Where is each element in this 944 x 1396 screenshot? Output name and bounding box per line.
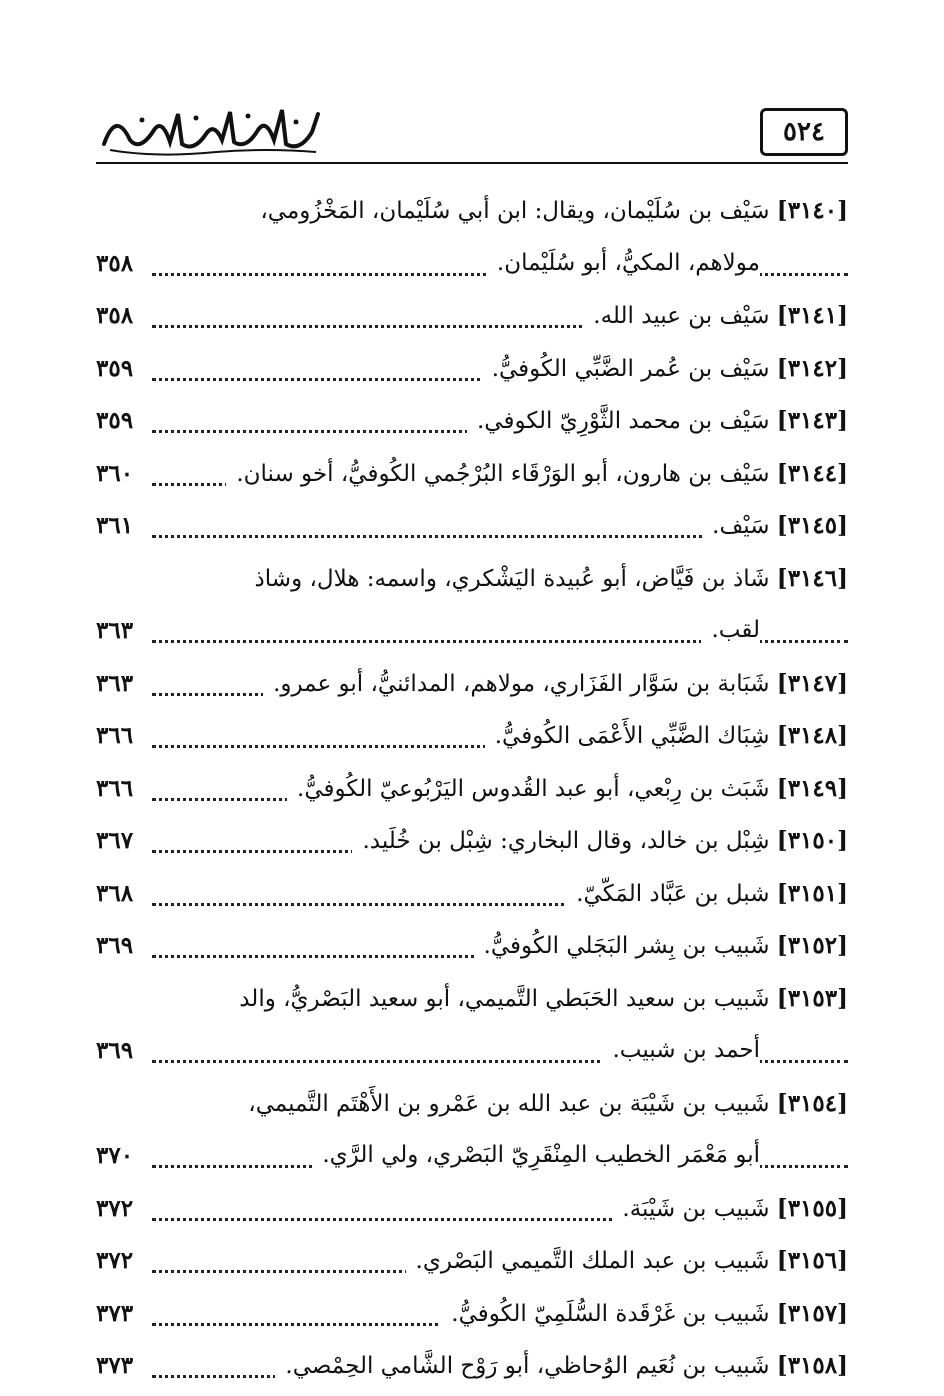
index-entry-line <box>96 1291 848 1344</box>
entry-name: شَبيب بن شَيْبَة بن عبد الله بن عَمْرو بن الأَهْتَم التَّميمي، <box>248 1090 770 1117</box>
entry-name: لقب. <box>711 617 760 643</box>
entry-text <box>702 511 848 542</box>
entry-page-number: ٣٧٣ <box>96 1351 139 1381</box>
entry-number: [٣١٤٥] <box>776 512 848 539</box>
index-entry-line <box>96 293 848 346</box>
entry-number: [٣١٤٨] <box>776 722 848 749</box>
entry-name: شَاذ بن فَيَّاض، أبو عُبيدة اليَشْكري، واسمه: هلال، وشاذ <box>254 565 770 592</box>
entry-number: [٣١٤٦] <box>776 564 848 592</box>
index-entry-line <box>96 503 848 556</box>
entry-page-number: ٣٥٩ <box>96 406 139 436</box>
index-entry-line <box>96 976 848 1029</box>
entry-number: [٣١٤٤] <box>776 459 848 487</box>
entry-text <box>352 826 848 857</box>
index-entry-line <box>96 1186 848 1239</box>
entry-name: شَبَابة بن سَوَّار الفَزَاري، مولاهم، المدائنيُّ، أبو عمرو. <box>273 670 770 697</box>
index-entry-line <box>96 923 848 976</box>
index-entry-line <box>96 1081 848 1134</box>
index-entry-line <box>96 241 848 294</box>
entry-name: شَبيب بن بِشر البَجَلي الكُوفيُّ. <box>483 933 770 959</box>
index-entry-line <box>96 818 848 871</box>
entry-name: سَيْف بن عبيد الله. <box>593 303 770 329</box>
index-entry-line <box>96 608 848 661</box>
entry-number: [٣١٥٤] <box>776 1089 848 1117</box>
entry-text <box>487 249 760 279</box>
entry-number: [٣١٥٧] <box>776 1299 848 1327</box>
book-title-logo <box>96 100 326 158</box>
entry-text <box>250 196 848 227</box>
entry-number: [٣١٤٧] <box>776 669 848 697</box>
entry-number: [٣١٥٠] <box>776 827 848 854</box>
entry-text <box>275 1351 848 1382</box>
entry-text <box>312 1141 760 1171</box>
index-entry-line <box>96 871 848 924</box>
index-entry-line <box>96 1133 848 1186</box>
entry-page-number: ٣٧٢ <box>96 1246 139 1276</box>
entry-number: [٣١٥٦] <box>776 1247 848 1274</box>
index-entry-line <box>96 713 848 766</box>
entry-page-number: ٣٦٣ <box>96 616 139 646</box>
index-entries <box>96 188 848 1396</box>
entry-text <box>229 984 848 1015</box>
entry-text <box>583 301 848 332</box>
entry-page-number: ٣٥٨ <box>96 301 139 331</box>
entry-text <box>467 406 848 437</box>
entry-page-number: ٣٦٩ <box>96 931 139 961</box>
index-entry-line <box>96 346 848 399</box>
entry-name: سَيْف. <box>712 513 770 539</box>
entry-number: [٣١٤١] <box>776 302 848 329</box>
entry-number: [٣١٥٣] <box>776 984 848 1012</box>
index-entry-line <box>96 451 848 504</box>
entry-page-number: ٣٦٣ <box>96 669 139 699</box>
entry-page-number: ٣٦٦ <box>96 774 139 804</box>
entry-name: شبل بن عَبَّاد المَكّيّ. <box>576 880 770 907</box>
entry-text <box>406 1246 848 1277</box>
page-number: ٥٢٤ <box>760 108 848 156</box>
entry-page-number: ٣٦٠ <box>96 459 139 489</box>
entry-number: [٣١٥٢] <box>776 932 848 959</box>
header-rule <box>96 162 848 164</box>
book-title-calligraphy <box>96 100 326 158</box>
entry-number: [٣١٥٥] <box>776 1194 848 1222</box>
entry-name: شَبيب بن نُعَيم الوُحاظي، أبو رَوْح الشَّامي الحِمْصي. <box>285 1353 770 1379</box>
entry-text <box>226 459 848 490</box>
index-entry-line <box>96 1028 848 1081</box>
entry-page-number: ٣٦٦ <box>96 721 139 751</box>
index-entry-line <box>96 1238 848 1291</box>
entry-text <box>701 616 760 646</box>
page-header <box>96 100 848 164</box>
entry-name: شِبَاك الضَّبِّي الأَعْمَى الكُوفيُّ. <box>494 723 770 749</box>
entry-number: [٣١٤٢] <box>776 354 848 382</box>
entry-text <box>485 721 848 752</box>
entry-page-number: ٣٦٧ <box>96 826 139 856</box>
index-entry-line <box>96 661 848 714</box>
entry-number: [٣١٤٠] <box>776 197 848 224</box>
entry-page-number: ٣٥٩ <box>96 354 139 384</box>
entry-page-number: ٣٦١ <box>96 511 139 541</box>
entry-number: [٣١٤٣] <box>776 407 848 434</box>
entry-name: أحمد بن شبيب. <box>612 1037 760 1063</box>
entry-text <box>482 354 848 385</box>
entry-text <box>566 879 848 910</box>
index-entry-line <box>96 398 848 451</box>
index-entry-line <box>96 188 848 241</box>
entry-text <box>612 1194 848 1225</box>
entry-page-number: ٣٦٩ <box>96 1036 139 1066</box>
entry-page-number: ٣٦٨ <box>96 879 139 909</box>
entry-text <box>287 774 848 805</box>
entry-number: [٣١٥١] <box>776 879 848 907</box>
entry-page-number: ٣٧٠ <box>96 1141 139 1171</box>
entry-text <box>474 931 848 962</box>
entry-text <box>238 1089 848 1120</box>
entry-number: [٣١٤٩] <box>776 774 848 802</box>
entry-page-number: ٣٧٢ <box>96 1194 139 1224</box>
entry-name: مولاهم، المكيُّ، أبو سُلَيْمان. <box>496 249 760 276</box>
entry-name: شَبيب بن غَرْقَدة السُّلَمِيّ الكُوفيُّ. <box>451 1300 770 1327</box>
entry-name: شَبَث بن رِبْعي، أبو عبد القُدوس اليَرْبُوعيّ الكُوفيُّ. <box>297 775 770 802</box>
entry-page-number: ٣٧٣ <box>96 1299 139 1329</box>
index-entry-line <box>96 1343 848 1396</box>
entry-name: سَيْف بن سُلَيْمان، ويقال: ابن أبي سُلَيْمان، المَخْزُومي، <box>260 198 770 224</box>
entry-text <box>441 1299 848 1330</box>
entry-name: أبو مَعْمَر الخطيب المِنْقَرِيّ البَصْري، ولي الرَّي. <box>322 1142 760 1168</box>
entry-name: شَبيب بن سعيد الحَبَطي التَّميمي، أبو سعيد البَصْريُّ، والد <box>239 985 770 1012</box>
entry-text <box>602 1036 760 1066</box>
entry-name: شِبْل بن خالد، وقال البخاري: شِبْل بن خُلَيد. <box>362 828 770 854</box>
entry-name: شَبيب بن شَيْبَة. <box>622 1195 770 1222</box>
entry-text <box>263 669 848 700</box>
entry-name: سَيْف بن عُمر الضَّبِّي الكُوفيُّ. <box>491 355 770 382</box>
entry-page-number: ٣٥٨ <box>96 249 139 279</box>
entry-name: سَيْف بن محمد الثَّوْرِيّ الكوفي. <box>476 408 770 434</box>
entry-name: شَبيب بن عبد الملك التَّميمي البَصْري. <box>415 1248 770 1274</box>
entry-number: [٣١٥٨] <box>776 1352 848 1379</box>
entry-text <box>245 564 848 595</box>
index-entry-line <box>96 766 848 819</box>
index-entry-line <box>96 556 848 609</box>
entry-name: سَيْف بن هارون، أبو الوَرْقَاء البُرْجُمي الكُوفيُّ، أخو سنان. <box>236 460 770 487</box>
